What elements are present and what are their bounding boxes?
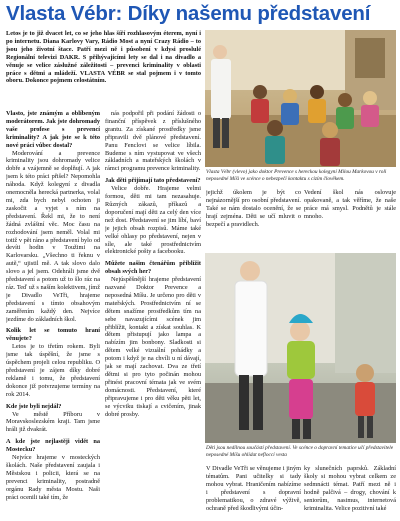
interview-question: Kde jste byli nejdál?	[6, 402, 62, 410]
article-lead: Letos je to již dvacet let, co se jeho hlas šíří rozhlasovým éterem, nyní i po internetu. Diana Karlovy Vary, Rádio Most a nyní Crazy Rádio – to jsou jeho životní štace. Patří mezi ně i působení v kdysi proslulé Regionální televizi DAKR. S přihývajícími lety se dal i na divadlo a věnuje se velice záslužné záležitosti – prevenci kriminality v oblasti práce s dětmi a mládeží. VLASTA VÉBR se stal pojmem i v tomto oboru. Dokonce pojmem celostátním.	[6, 30, 201, 85]
interview-answer: Moderování a prevence kriminality jsou dohromady velice dobře a vzájemně se doplňují. A jak jsem k této práci přišel? Nepomohla náhoda. Když kolegyní z divadla onemocněla herecká partnerka, volal mi, zda bych nebyl ochoten ji zaskočit a vyjet s ním na představení. Řekl mi, že to není žádná zvláštní věc. Moc času na rozhodování jsem neměl. Volal mi totiž v pět ráno a představení bylo od devíti hodin v Toužimi na Karlovarsku. „Všechno ti řeknu v autě,“ ujistil mě. A tak slovo dalo slovo a jel jsem. Odehráli jsme dvě představení a potom už to šlo ráz na ráz. Teď už s naším kolektivem, jímž je Divadlo VeTři, hrajeme představení s tímto obsahovým zaměřením každý den. Nejvíce jezdíme do základních škol.	[6, 149, 100, 323]
interview-question: Kolik let se tomuto hraní věnujete?	[6, 327, 100, 343]
column-5: V Divadle VeTři se věnujeme i jiným tématům. Pani učitelky si tady mohou vybrat. Hraničením nabízíme i představení s dopravní problematikou, o zdravé výživě, ochraně před škodlivými účin-	[206, 465, 301, 512]
interview-question: Můžete našim čtenářům přiblížit obsah svých her?	[105, 260, 201, 276]
stage-performance-photo	[205, 253, 396, 443]
article-title: Vlasta Vébr: Díky našemu představení	[6, 2, 371, 25]
interview-answer: Letos je to třetím rokem. Byli jsme tak úspěšní, že jsme s úspěchem projeli celou republiku. O představení je zájem díky dobré reklamě i tomu, že představení dokonce již potvrzujeme termíny na rok 2014.	[6, 343, 100, 398]
classroom-photo-illustration	[205, 30, 396, 167]
photo-2-caption: Děti jsou nedílnou součástí představení. Ve scénce o dopravní tematice učí představitele neposedné Míšu ohlídat nefloccí vesta	[206, 445, 394, 458]
column-3: jejichž úkolem je být co nejnázornější pro osobní představení. Také se nám dostalo ocenění, že se hrají zejména. Děti se učí mluvit o bezpečí a pravidlech.	[206, 189, 301, 228]
column-2	[105, 110, 201, 520]
interview-answer: nás podpořil při podání žádosti o finanční příspěvek z příslušného grantu. Za získané prostředky jsme připravili dvě plánové představení. Panu Fenclovi se velice líbila. Budeme s ním vystupovat ve všech základních a mateřských školách v rámci programu prevence kriminality.	[105, 110, 201, 173]
interview-answer: Nejvíce hrajeme v mosteckých školách. Naše představení zaujala i Městskou i policii, která se na prevenci kriminality, postradně orgánu Rady města Mostu. Naši práci ocenili také tím, že	[6, 454, 100, 501]
interview-question: Jak děti přijímají tato představení?	[105, 177, 201, 185]
stage-performance-illustration	[205, 253, 396, 443]
column-6: ky slunečních paprsků. Základní školy si mohou vybrat celkem ze sedmnácti témat. Patří mezi ně i hodně palčivá – drogy, chování k seniorům, nasimus, internetová kriminalita. Velice pozitivní také	[304, 465, 396, 512]
interview-answer: Velice dobře. Hrajeme velmi formou, děti mi tam nezasahuje. Různých zákazů, příkazů a doporučení mají děti za celý den více než dost. Představení se jim líbí, baví je jejich obsah rozpisů. Máme také velké ohlasy po představení, nejen v síle, ale také prostřednictvím elektronické pošty a facebooku.	[105, 185, 201, 256]
interview-answer: Ve městě Příboru v Moravskoslezském kraji. Tam jsme hráli již dvakrát.	[6, 410, 100, 434]
classroom-photo	[205, 30, 396, 167]
column-4: Vedení škol nás oslovuje opakovaně, a tak věříme, že naše práce má smysl. Podnětů je stále mnoho.	[304, 189, 396, 220]
interview-question: A kde jste nejlastěji vidět na Mostecku?	[6, 438, 100, 454]
column-1	[6, 110, 100, 520]
interview-question: Vlasto, jste známým a oblíbeným moderátorem. Jak jste dohromady vaše profese s prevencí kriminality? A jak jste se k této nové práci vůbec dostal?	[6, 110, 100, 149]
photo-1-caption: Vlasta Vébr (vlevo) jako doktor Prevence s hereckou kolegyní Milou Markovou v roli neposedné Míši ve scénce o nebezpečí kontaktu s cizím člověkem.	[206, 169, 387, 182]
interview-answer: Nejúspěšnější hrajeme představení nazvané Doktor Prevence a neposedná Míšu. Je určeno pro děti v mateřských. Prostřednictvím ní se dětem snažíme prostředkům tím na sebe navazujícími scének jim přiblížit, kontakt a získat souhlas. K dětem přistupují jako lampa a nabízím jim bonbony. Sladkosti si dětem velké vizuální pohádky a potom i když je na chvíli u ní dávají, jak se mají zachovat. Dva ze třetí dětmi si pro tyto počinán mohou přinést pracovní témata jak ve svém domácnosti. Představení, které připravujeme i pro děti věku pěti let, se výcviku tiskají a cvičením, jinak dobré prosby.	[105, 276, 201, 418]
